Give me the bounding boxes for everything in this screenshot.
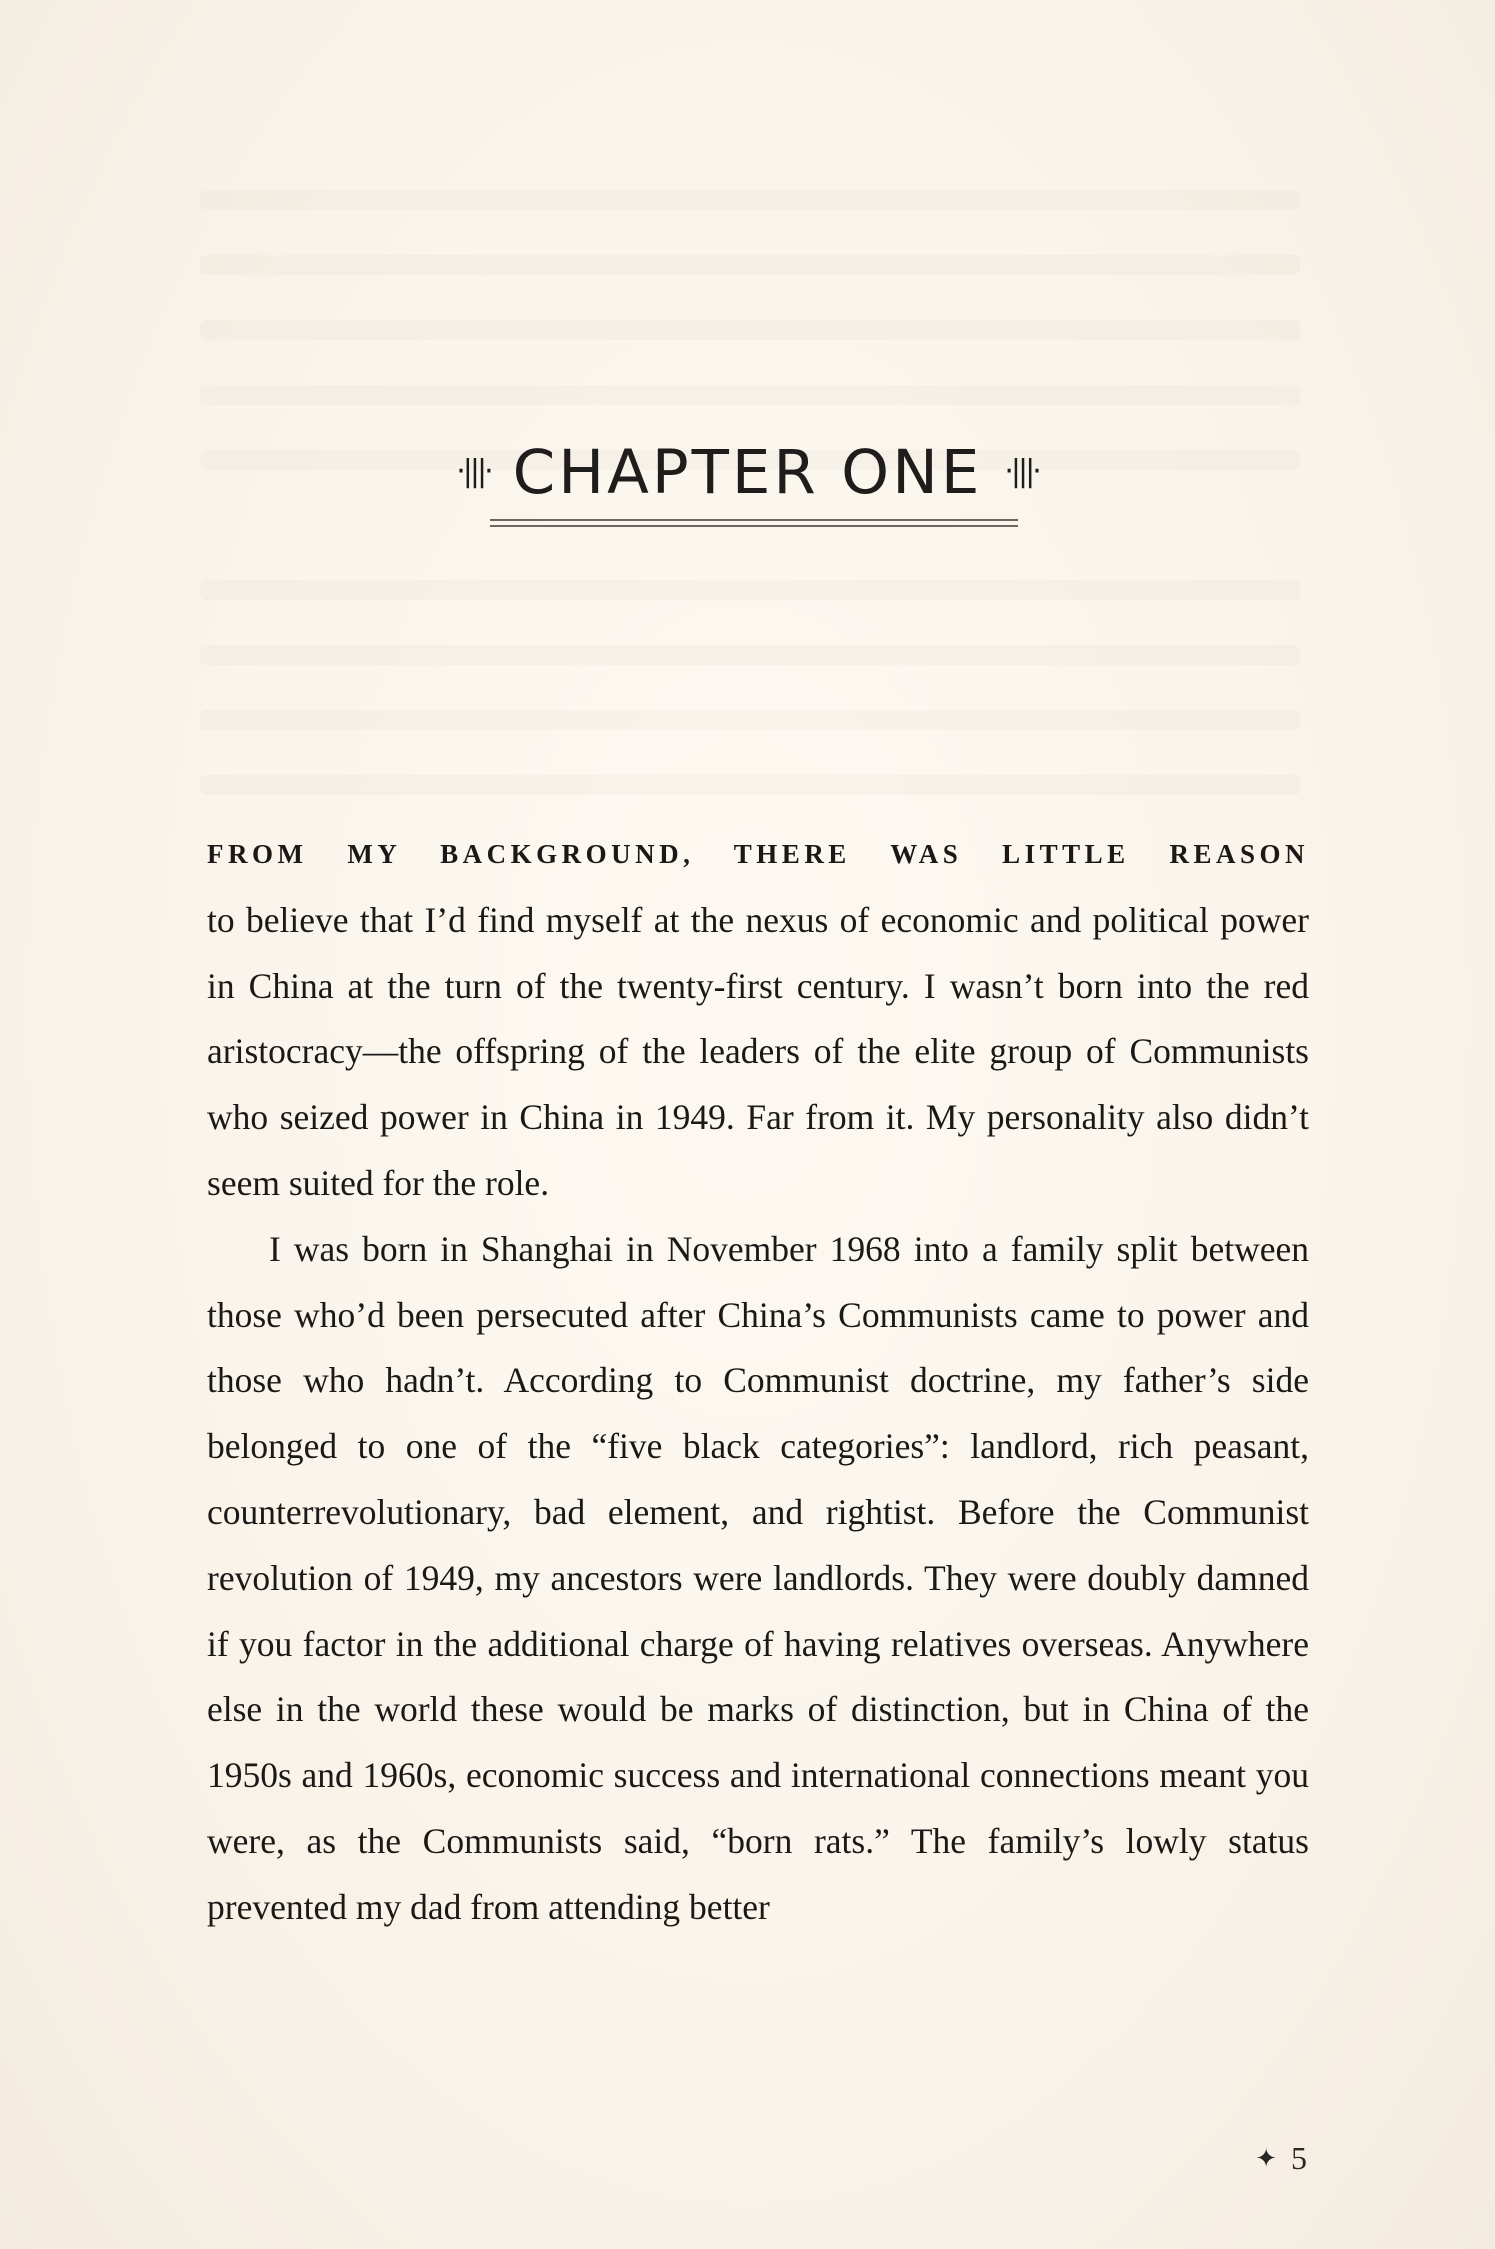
bleed-through [200, 190, 1300, 210]
page-footer [1255, 2140, 1307, 2177]
bleed-through [200, 710, 1300, 730]
page-number: 5 [1291, 2140, 1307, 2176]
bleed-through [200, 255, 1300, 275]
chapter-heading [0, 432, 1495, 517]
ornament-right-icon: ·|||· [1004, 454, 1039, 490]
title-rule-top [490, 519, 1018, 521]
bleed-through [200, 385, 1300, 405]
paragraph-1: to believe that I’d find myself at the nexus of economic and political power in China at the turn of the twenty-first century. I wasn’t born into the red aristocracy—the offspring of the leaders of the elite group of Communists who seized power in China in 1949. Far from it. My personality also didn’t seem suited for the role. [207, 899, 1309, 1203]
title-rule-bottom [490, 525, 1018, 527]
bleed-through [200, 775, 1300, 795]
bleed-through [200, 580, 1300, 600]
paragraph-2: I was born in Shanghai in November 1968 into a family split between those who’d been persecuted after China’s Communists came to power and those who hadn’t. According to Communist doctrine, my father’s side belonged to one of the “five black categories”: landlord, rich peasant, counterrevolutionary, bad element, and rightist. Before the Communist revolution of 1949, my ancestors were landlords. They were doubly damned if you factor in the additional charge of having relatives overseas. Anywhere else in the world these would be marks of distinction, but in China of the 1950s and 1960s, economic success and international connections meant you were, as the Communists said, “born rats.” The family’s lowly status prevented my dad from attending better [207, 1228, 1309, 1927]
bleed-through [200, 645, 1300, 665]
bleed-through [200, 320, 1300, 340]
chapter-title: CHAPTER ONE [512, 437, 983, 508]
folio-ornament-icon: ✦ [1255, 2143, 1277, 2173]
ornament-left-icon: ·|||· [456, 454, 491, 490]
body-text [207, 822, 1309, 1941]
lead-in-small-caps: FROM MY BACKGROUND, THERE WAS LITTLE REASON [207, 839, 1309, 869]
